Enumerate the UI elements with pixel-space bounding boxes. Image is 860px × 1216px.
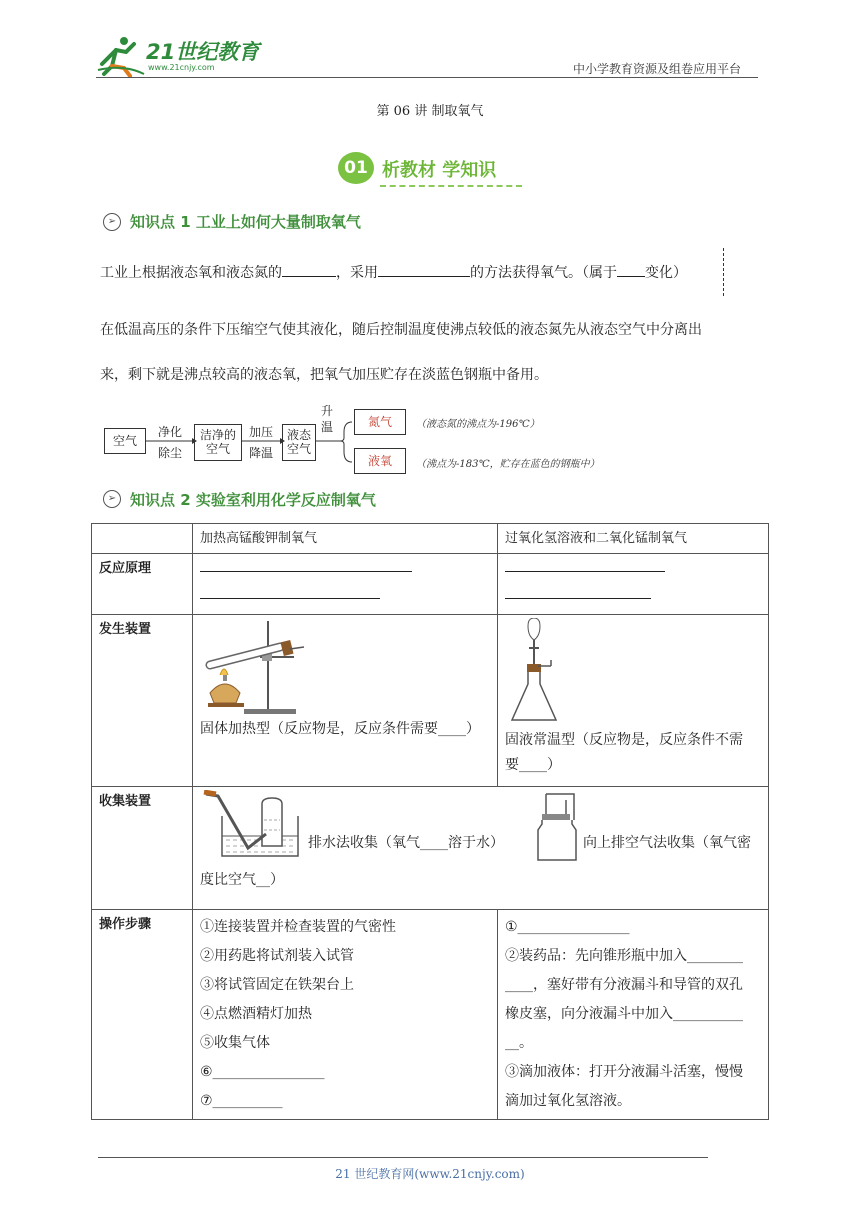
solid-liquid-apparatus-icon <box>507 618 567 726</box>
flow-box-liquid-air-line1: 液态 <box>286 428 311 442</box>
section-number-badge: 01 <box>338 152 374 184</box>
apparatus-right-caption-2: 要____） <box>505 757 561 773</box>
footer-text: 21 世纪教育网(www.21cnjy.com) <box>335 1167 525 1181</box>
table-row-apparatus <box>92 615 769 787</box>
step-item: ②用药匙将试剂装入试管 <box>200 948 354 964</box>
collection-diagram-row <box>200 790 761 866</box>
kp1-text: 的方法获得氧气。（属于 <box>470 265 617 281</box>
step-item: 橡皮塞，向分液漏斗中加入__________ <box>505 1006 743 1022</box>
fill-blank <box>617 262 645 277</box>
text-cursor-marker <box>723 248 724 296</box>
collection-cell <box>193 787 769 910</box>
steps-right-cell <box>498 910 769 1120</box>
step-item: ②装药品：先向锥形瓶中加入________ <box>505 948 743 964</box>
step-item: ①连接装置并检查装置的气密性 <box>200 919 396 935</box>
comparison-table <box>91 523 769 1120</box>
apparatus-right-caption-1: 固液常温型（反应物是，反应条件不需 <box>505 732 743 748</box>
section-underline <box>380 185 522 187</box>
table-corner-cell <box>92 524 193 554</box>
step-item: ⑦__________ <box>200 1093 283 1109</box>
answer-line <box>505 559 665 572</box>
step-item: ____，塞好带有分液漏斗和导管的双孔 <box>505 977 743 993</box>
solid-heating-apparatus-icon <box>200 617 310 717</box>
kp1-paragraph-2: 在低温高压的条件下压缩空气使其液化，随后控制温度使沸点较低的液态氮先从液态空气中分离出 <box>100 322 702 338</box>
collect-air-caption-1: 向上排空气法收集（氧气密 <box>583 835 751 851</box>
lecture-title: 第 06 讲 制取氧气 <box>376 104 484 119</box>
water-displacement-icon <box>200 790 304 864</box>
row-label-collection: 收集装置 <box>92 787 193 910</box>
flow-box-nitrogen: 氮气 <box>354 409 406 435</box>
flow-step-1-top: 净化 <box>157 425 182 439</box>
flow-note-nitrogen: （液态氮的沸点为-196℃） <box>416 419 540 430</box>
header-divider <box>96 77 758 78</box>
principle-left-cell <box>193 554 498 615</box>
row-label-principle: 反应原理 <box>92 554 193 615</box>
kp1-text: ，采用 <box>336 265 378 281</box>
kp1-text-bold: 变化 <box>645 265 673 281</box>
arrow-circle-icon: ➢ <box>103 213 121 231</box>
step-item: 滴加过氧化氢溶液。 <box>505 1093 631 1109</box>
flow-note-oxygen: （沸点为-183℃，贮存在蓝色的钢瓶中） <box>416 459 600 470</box>
principle-right-cell <box>498 554 769 615</box>
table-row-principle <box>92 554 769 615</box>
kp1-title: 知识点 1 工业上如何大量制取氧气 <box>130 213 361 231</box>
logo-url: www.21cnjy.com <box>148 63 215 72</box>
step-item: ④点燃酒精灯加热 <box>200 1006 312 1022</box>
header-platform-text: 中小学教育资源及组卷应用平台 <box>573 62 742 76</box>
apparatus-left-caption: 固体加热型（反应物是，反应条件需要____） <box>200 721 480 737</box>
kp1-text: 工业上根据 <box>100 265 170 281</box>
step-item: ③将试管固定在铁架台上 <box>200 977 354 993</box>
flow-box-clean-air-line2: 空气 <box>205 442 230 456</box>
logo-text: 21世纪教育 <box>146 40 260 64</box>
table-header-kmno4: 加热高锰酸钾制氧气 <box>193 524 498 554</box>
step-item: ①________________ <box>505 919 630 935</box>
arrow-circle-icon: ➢ <box>103 490 121 508</box>
flow-step-2-bottom: 降温 <box>248 446 273 460</box>
apparatus-right-cell <box>498 615 769 787</box>
flow-step-3-bottom: 温 <box>320 420 333 434</box>
row-label-steps: 操作步骤 <box>92 910 193 1120</box>
footer-divider <box>98 1157 708 1158</box>
answer-line <box>200 586 380 599</box>
collect-air-caption-2: 度比空气__） <box>200 872 284 888</box>
flow-step-2-top: 加压 <box>248 425 273 439</box>
answer-line <box>505 586 651 599</box>
flow-box-clean-air-line1: 洁净的 <box>199 428 236 442</box>
apparatus-left-cell <box>193 615 498 787</box>
kp2-title: 知识点 2 实验室利用化学反应制氧气 <box>130 491 376 509</box>
kp1-paragraph-1 <box>100 262 687 282</box>
table-row-collection <box>92 787 769 910</box>
table-header-h2o2: 过氧化氢溶液和二氧化锰制氧气 <box>498 524 769 554</box>
flow-arrows-icon <box>100 400 380 475</box>
fill-blank <box>282 262 336 277</box>
flow-step-1-bottom: 除尘 <box>157 446 182 460</box>
section-title: 析教材 学知识 <box>382 160 497 181</box>
table-header-row <box>92 524 769 554</box>
upward-air-displacement-icon <box>536 790 580 862</box>
steps-left-cell <box>193 910 498 1120</box>
table-row-steps <box>92 910 769 1120</box>
flow-box-liquid-air-line2: 空气 <box>286 442 311 456</box>
flow-step-3-top: 升 <box>320 404 333 418</box>
kp1-paragraph-3: 来，剩下就是沸点较高的液态氧，把氧气加压贮存在淡蓝色钢瓶中备用。 <box>100 367 548 383</box>
kp1-text-bold: 液态氧和液态氮的 <box>170 265 282 281</box>
flow-box-air: 空气 <box>104 428 146 454</box>
answer-line <box>200 559 412 572</box>
step-item: ⑤收集气体 <box>200 1035 270 1051</box>
step-item: __。 <box>505 1035 533 1051</box>
row-label-apparatus: 发生装置 <box>92 615 193 787</box>
collect-water-caption: 排水法收集（氧气____溶于水） <box>308 835 504 851</box>
step-item: ③滴加液体：打开分液漏斗活塞，慢慢 <box>505 1064 743 1080</box>
flow-box-liquid-oxygen: 液氧 <box>354 448 406 474</box>
step-item: ⑥________________ <box>200 1064 325 1080</box>
kp1-text: ） <box>673 265 687 281</box>
fill-blank <box>378 262 470 277</box>
